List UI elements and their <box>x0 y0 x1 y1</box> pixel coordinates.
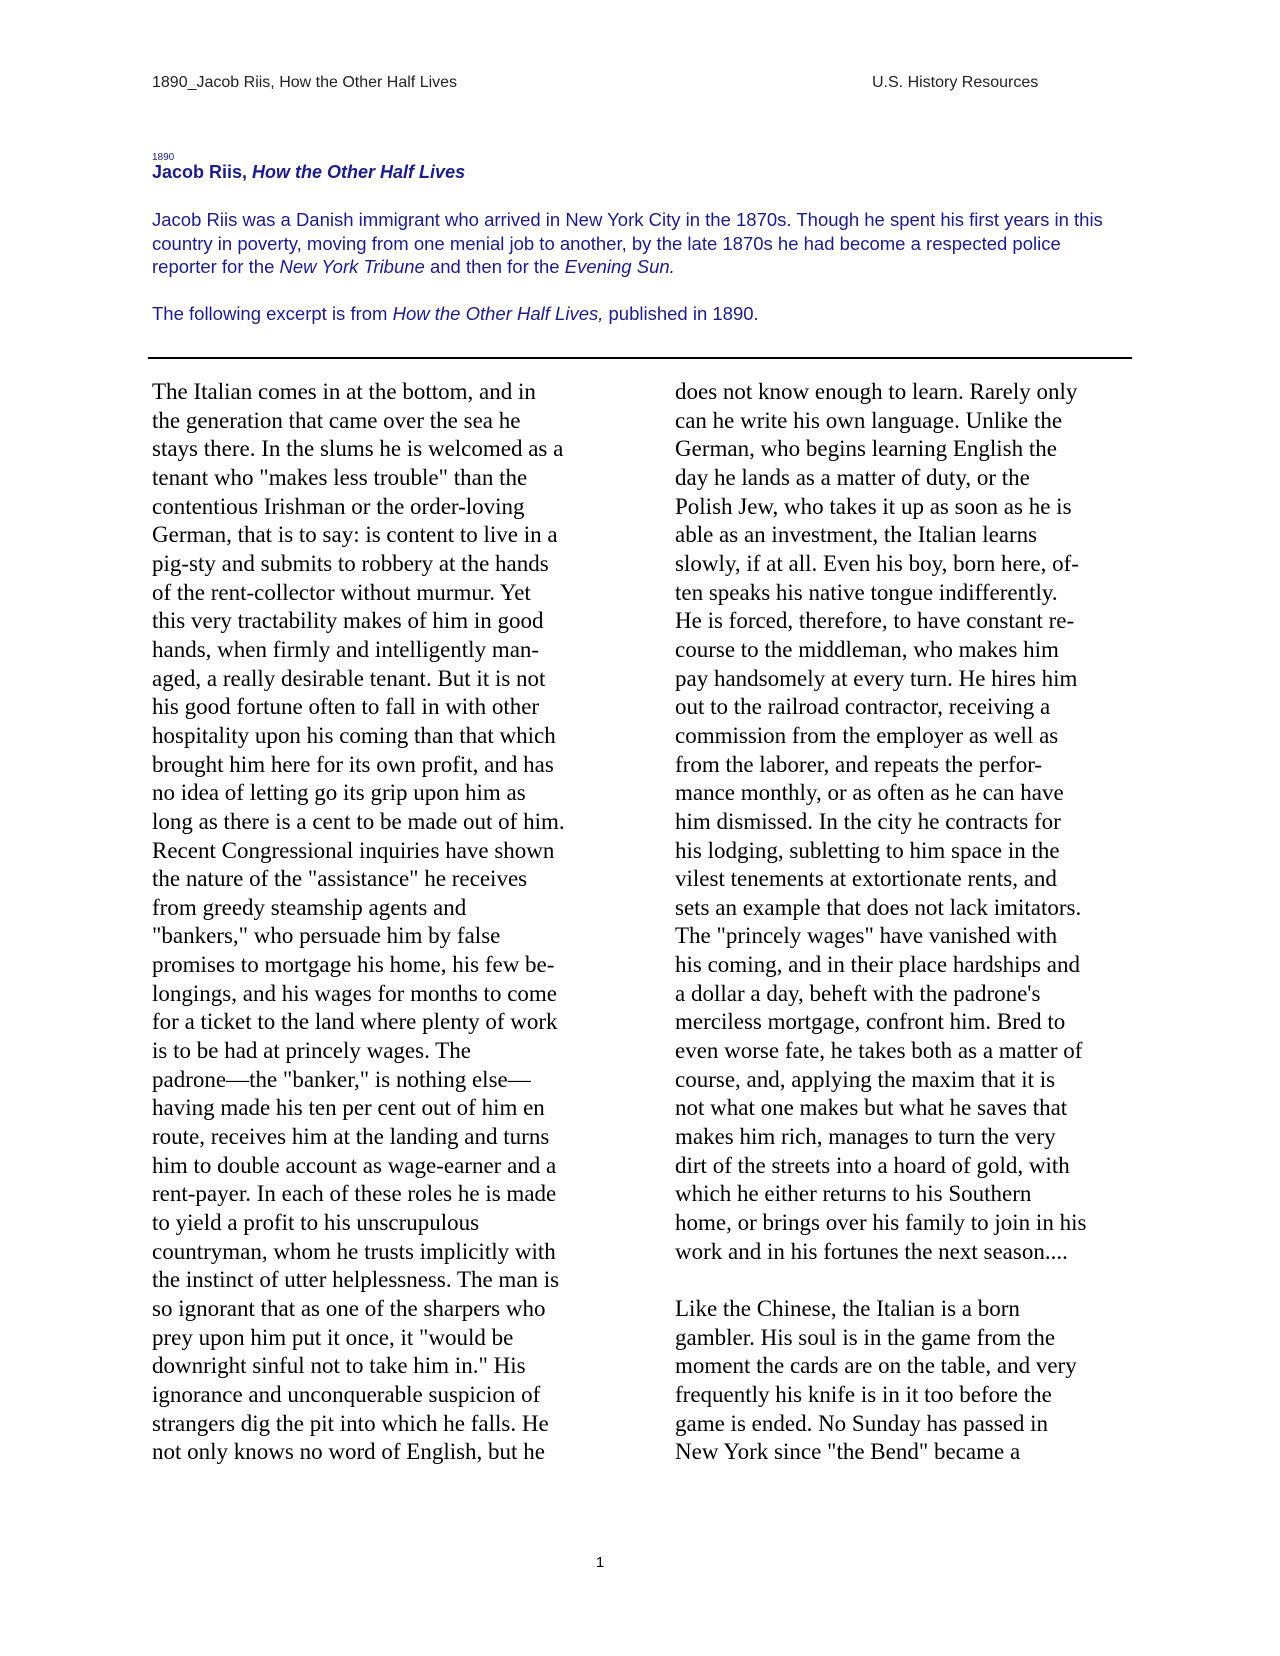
paragraph <box>675 378 1135 1266</box>
text-line: The "princely wages" have vanished with <box>675 923 1058 949</box>
intro-paragraph-1 <box>152 208 1112 279</box>
text-line: hands, when firmly and intelligently man- <box>152 636 540 662</box>
text-line: the nature of the "assistance" he receives <box>152 866 528 892</box>
intro-text: The following excerpt is from <box>152 302 393 324</box>
intro-paragraph-2 <box>152 302 1112 326</box>
text-line: a dollar a day, beheft with the padrone's <box>675 980 1041 1006</box>
document-title <box>152 162 465 183</box>
page-number: 1 <box>595 1554 605 1571</box>
text-line: merciless mortgage, confront him. Bred to <box>675 1009 1066 1035</box>
text-line: New York since "the Bend" became a <box>675 1439 1021 1465</box>
text-line: long as there is a cent to be made out of him. <box>152 808 565 834</box>
intro-text: published in 1890. <box>603 302 759 324</box>
text-line: work and in his fortunes the next season.... <box>675 1238 1068 1264</box>
text-line: stays there. In the slums he is welcomed as a <box>152 436 564 462</box>
text-line: day he lands as a matter of duty, or the <box>675 464 1030 490</box>
text-line: hospitality upon his coming than that which <box>152 722 556 748</box>
text-line: able as an investment, the Italian learns <box>675 522 1038 548</box>
text-line: course to the middleman, who makes him <box>675 636 1059 662</box>
text-line: his coming, and in their place hardships and <box>675 952 1080 978</box>
text-column-left <box>152 378 612 1467</box>
text-line: German, that is to say: is content to live in a <box>152 522 558 548</box>
text-line: from the laborer, and repeats the perfor- <box>675 751 1043 777</box>
intro-text: and then for the <box>424 256 565 277</box>
text-line: moment the cards are on the table, and very <box>675 1353 1077 1379</box>
document-year: 1890 <box>152 152 175 163</box>
text-line: "bankers," who persuade him by false <box>152 923 501 949</box>
running-header-title: 1890_Jacob Riis, How the Other Half Lives <box>152 74 458 91</box>
title-work: How the Other Half Lives <box>252 162 466 182</box>
text-line: is to be had at princely wages. The <box>152 1038 471 1064</box>
text-line: ten speaks his native tongue indifferently. <box>675 579 1058 605</box>
intro-italic-book: How the Other Half Lives, <box>392 302 604 324</box>
text-line: tenant who "makes less trouble" than the <box>152 464 528 490</box>
text-line: vilest tenements at extortionate rents, and <box>675 866 1057 892</box>
text-line: frequently his knife is in it too before the <box>675 1381 1052 1407</box>
text-line: his good fortune often to fall in with other <box>152 694 540 720</box>
text-line: longings, and his wages for months to come <box>152 980 558 1006</box>
text-line: him to double account as wage-earner and a <box>152 1152 557 1178</box>
text-line: Like the Chinese, the Italian is a born <box>675 1295 1020 1321</box>
text-line: route, receives him at the landing and turns <box>152 1124 550 1150</box>
text-column-right <box>675 378 1135 1467</box>
intro-italic-newspaper: New York Tribune <box>279 256 425 277</box>
text-line: of the rent-collector without murmur. Yet <box>152 579 531 605</box>
text-line: gambler. His soul is in the game from the <box>675 1324 1056 1350</box>
text-line: contentious Irishman or the order-loving <box>152 493 525 519</box>
text-line: this very tractability makes of him in good <box>152 608 544 634</box>
text-line: Recent Congressional inquiries have shown <box>152 837 555 863</box>
text-line: promises to mortgage his home, his few be- <box>152 952 555 978</box>
text-line: He is forced, therefore, to have constant re- <box>675 608 1075 634</box>
text-line: does not know enough to learn. Rarely only <box>675 379 1078 404</box>
text-line: from greedy steamship agents and <box>152 894 467 920</box>
text-line: his lodging, subletting to him space in the <box>675 837 1060 863</box>
text-line: aged, a really desirable tenant. But it is not <box>152 665 546 691</box>
title-author: Jacob Riis, <box>152 162 253 182</box>
running-header-source: U.S. History Resources <box>872 74 1039 91</box>
text-line: can he write his own language. Unlike the <box>675 407 1063 433</box>
text-line: mance monthly, or as often as he can have <box>675 780 1064 806</box>
text-line: strangers dig the pit into which he falls. He <box>152 1410 549 1436</box>
text-line: German, who begins learning English the <box>675 436 1057 462</box>
section-divider <box>148 357 1132 359</box>
text-line: home, or brings over his family to join in his <box>675 1210 1087 1236</box>
text-line: which he either returns to his Southern <box>675 1181 1032 1207</box>
text-line: having made his ten per cent out of him en <box>152 1095 545 1121</box>
text-line: the instinct of utter helplessness. The man is <box>152 1267 560 1293</box>
text-line: pay handsomely at every turn. He hires him <box>675 665 1078 691</box>
text-line: not only knows no word of English, but he <box>152 1439 545 1465</box>
text-line: him dismissed. In the city he contracts for <box>675 808 1061 834</box>
text-line: not what one makes but what he saves that <box>675 1095 1068 1121</box>
text-line: out to the railroad contractor, receiving a <box>675 694 1051 720</box>
text-line: downright sinful not to take him in." His <box>152 1353 526 1379</box>
text-line: padrone—the "banker," is nothing else— <box>152 1066 531 1092</box>
text-line: brought him here for its own profit, and has <box>152 751 554 777</box>
intro-text: Jacob Riis was a Danish immigrant who arrived in New York City in the 1870s. Though he spent his first years in this country in poverty, moving from one menial job to another, by the late 1870s he had become a respected police reporter for the <box>152 209 1103 277</box>
intro-italic-newspaper: Evening Sun. <box>564 256 675 277</box>
text-line: game is ended. No Sunday has passed in <box>675 1410 1049 1436</box>
text-line: makes him rich, manages to turn the very <box>675 1124 1056 1150</box>
text-line: commission from the employer as well as <box>675 722 1059 748</box>
text-line: dirt of the streets into a hoard of gold, with <box>675 1152 1070 1178</box>
introduction <box>152 208 1112 325</box>
paragraph-break <box>675 1266 1135 1295</box>
text-line: course, and, applying the maxim that it is <box>675 1066 1056 1092</box>
text-line: The Italian comes in at the bottom, and in <box>152 379 536 404</box>
text-line: no idea of letting go its grip upon him as <box>152 780 526 806</box>
text-line: Polish Jew, who takes it up as soon as he is <box>675 493 1072 519</box>
text-line: prey upon him put it once, it "would be <box>152 1324 514 1350</box>
text-line: sets an example that does not lack imitators. <box>675 894 1082 920</box>
text-line: slowly, if at all. Even his boy, born here, of- <box>675 550 1079 576</box>
text-line: so ignorant that as one of the sharpers who <box>152 1296 546 1321</box>
text-line: pig-sty and submits to robbery at the hands <box>152 550 549 576</box>
text-line: rent-payer. In each of these roles he is made <box>152 1181 557 1207</box>
paragraph <box>675 1295 1135 1467</box>
text-line: the generation that came over the sea he <box>152 407 521 433</box>
text-line: ignorance and unconquerable suspicion of <box>152 1381 541 1407</box>
text-line: countryman, whom he trusts implicitly with <box>152 1238 556 1264</box>
text-line: to yield a profit to his unscrupulous <box>152 1210 480 1236</box>
text-line: for a ticket to the land where plenty of work <box>152 1009 558 1035</box>
text-line: even worse fate, he takes both as a matter of <box>675 1038 1083 1064</box>
